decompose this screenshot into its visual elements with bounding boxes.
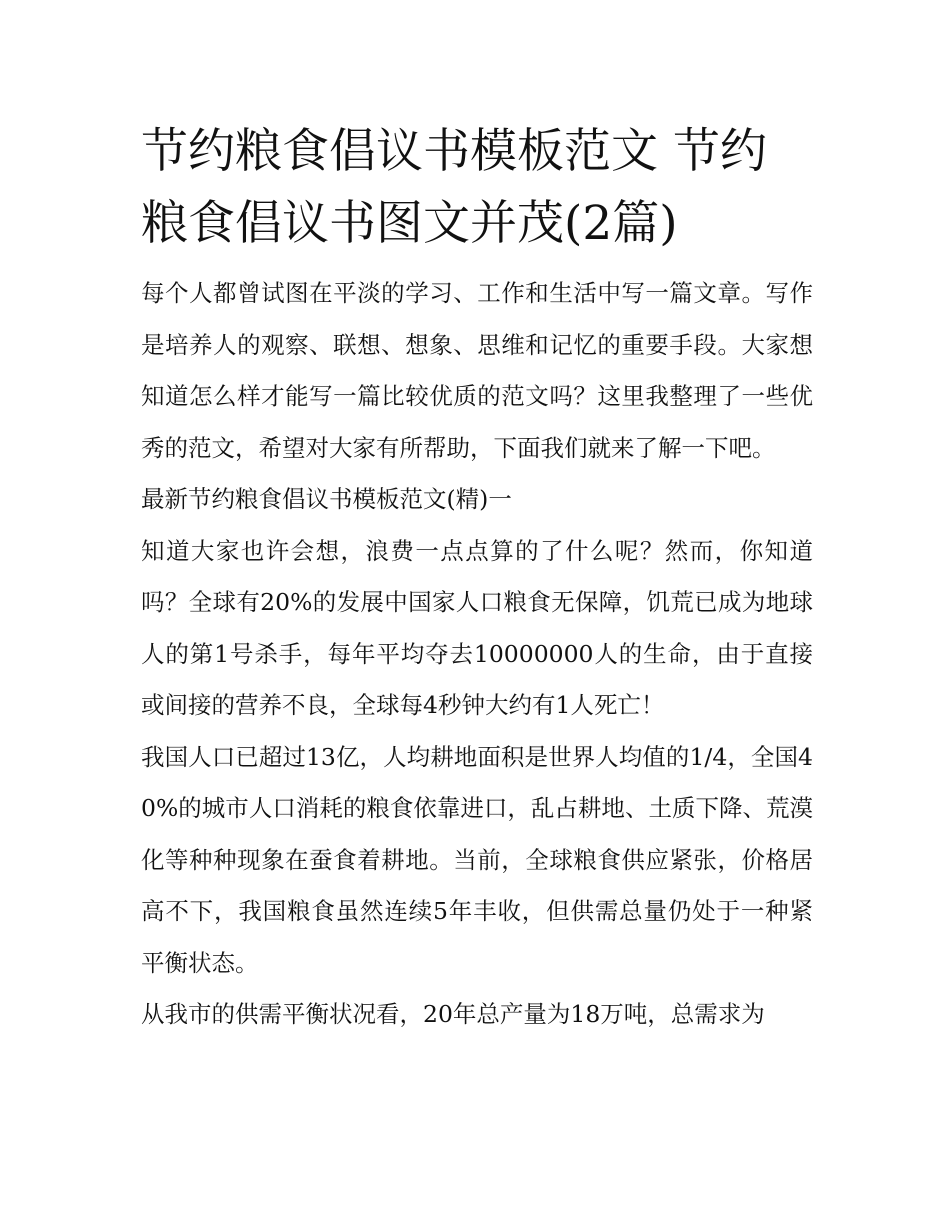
document-title: 节约粮食倡议书模板范文 节约粮食倡议书图文并茂(2篇)	[141, 124, 767, 251]
body-paragraph-2: 我国人口已超过13亿，人均耕地面积是世界人均值的1/4，全国40%的城市人口消耗的粮食依靠进口，乱占耕地、土质下降、荒漠化等种种现象在蚕食着耕地。当前，全球粮食供应紧张，价格居高不下，我国粮食虽然连续5年丰收，但供需总量仍处于一种紧平衡状态。	[141, 742, 813, 977]
body-paragraph-3: 从我市的供需平衡状况看，20年总产量为18万吨，总需求为	[141, 1000, 765, 1028]
document-body	[141, 116, 813, 1041]
body-paragraph-1: 知道大家也许会想，浪费一点点算的了什么呢？然而，你知道吗？全球有20%的发展中国家人口粮食无保障，饥荒已成为地球人的第1号杀手，每年平均夺去10000000人的生命，由于直接或间接的营养不良，全球每4秒钟大约有1人死亡！	[141, 536, 813, 719]
intro-paragraph: 每个人都曾试图在平淡的学习、工作和生活中写一篇文章。写作是培养人的观察、联想、想象、思维和记忆的重要手段。大家想知道怎么样才能写一篇比较优质的范文吗？这里我整理了一些优秀的范文，希望对大家有所帮助，下面我们就来了解一下吧。	[141, 279, 813, 462]
section-heading: 最新节约粮食倡议书模板范文(精)一	[141, 485, 512, 513]
